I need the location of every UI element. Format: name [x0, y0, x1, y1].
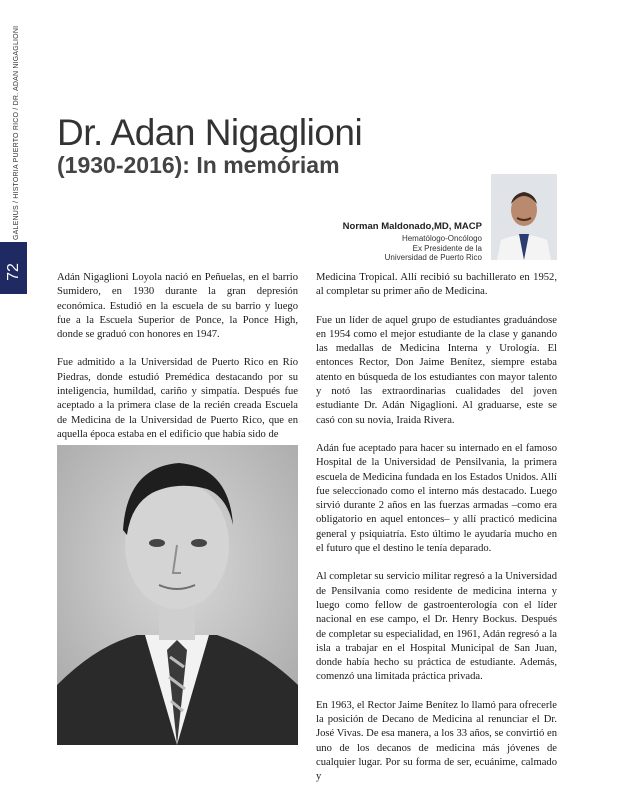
left-column	[57, 271, 298, 456]
running-head: GALENUS / HISTORIA PUERTO RICO / DR. ADAN NIGAGLIONI	[13, 25, 20, 240]
author-role-line: Universidad de Puerto Rico	[384, 253, 482, 262]
author-role-line: Ex Presidente de la	[412, 243, 482, 253]
paragraph: En 1963, el Rector Jaime Benítez lo llamó para ofrecerle la posición de Decano de Medicina al renunciar el Dr. José Vivas. De esa manera, a los 33 años, se convirtió en uno de los decanos de medicina más jóvenes de cualquier lugar. Por su forma de ser, ecuánime, calmado y	[316, 699, 557, 783]
paragraph: Medicina Tropical. Allí recibió su bachillerato en 1952, al completar su primer año de Medicina.	[316, 272, 557, 298]
right-column	[316, 271, 557, 799]
author-role	[385, 234, 482, 263]
sidebar	[0, 0, 27, 802]
paragraph: Adán fue aceptado para hacer su internado en el famoso Hospital de la Universidad de Pensilvania, la primera escuela de Medicina fundada en los Estados Unidos. Allí fue seleccionado como el interno más destacado. Luego sirvió durante 2 años en las fuerzas armadas –como era obligatorio en aquel entonces– y allí practicó medicina general y psiquiatría. Esto último le ayudaría mucho en el futuro que el destino le tenía deparado.	[316, 442, 557, 555]
article-subtitle: (1930-2016): In memóriam	[57, 152, 340, 178]
paragraph: Al completar su servicio militar regresó a la Universidad de Pensilvania como residente de medicina interna y luego como fellow de gastroenterología con el líder nacional en ese campo, el Dr. Henry Bockus. Después de completar su especialidad, en 1961, Adán regresó a la isla a trabajar en el Hospital Municipal de San Juan, donde había hecho su práctica de estudiante. Además, comenzó una limitada práctica privada.	[316, 571, 557, 683]
article-title: Dr. Adan Nigaglioni	[57, 112, 363, 153]
author-role-line: Hematólogo-Oncólogo	[401, 234, 482, 243]
paragraph: Fue admitido a la Universidad de Puerto Rico en Río Piedras, donde estudió Premédica destacando por su inteligencia, humildad, cariño y simpatía. Después fue aceptado a la primera clase de la recién creada Escuela de Medicina de la Universidad de Puerto Rico, que en aquella época estaba en el edificio que había sido de	[57, 357, 298, 440]
author-name: Norman Maldonado,MD, MACP	[342, 221, 482, 232]
paragraph: Adán Nigaglioni Loyola nació en Peñuelas, en el barrio Sumidero, en 1930 durante la gran depresión económica. Estudió en la escuela de su barrio y luego fue a la Escuela Superior de Ponce, la Ponce High, donde se graduó con honores en 1947.	[57, 272, 298, 341]
paragraph: Fue un líder de aquel grupo de estudiantes graduándose en 1954 como el mejor estudiante de la clase y ganando las medallas de Medicina Interna y Urología. El entonces Rector, Don Jaime Benítez, siempre estaba atento en búsqueda de los estudiantes con mayor talento y notó las extraordinarias cualidades del joven estudiante Dr. Adán Nigaglioni. Al graduarse, este se casó con su novia, Iraida Rivera.	[316, 314, 557, 426]
portrait-photo	[57, 445, 298, 745]
page-number: 72	[5, 263, 22, 281]
author-photo	[491, 174, 557, 260]
